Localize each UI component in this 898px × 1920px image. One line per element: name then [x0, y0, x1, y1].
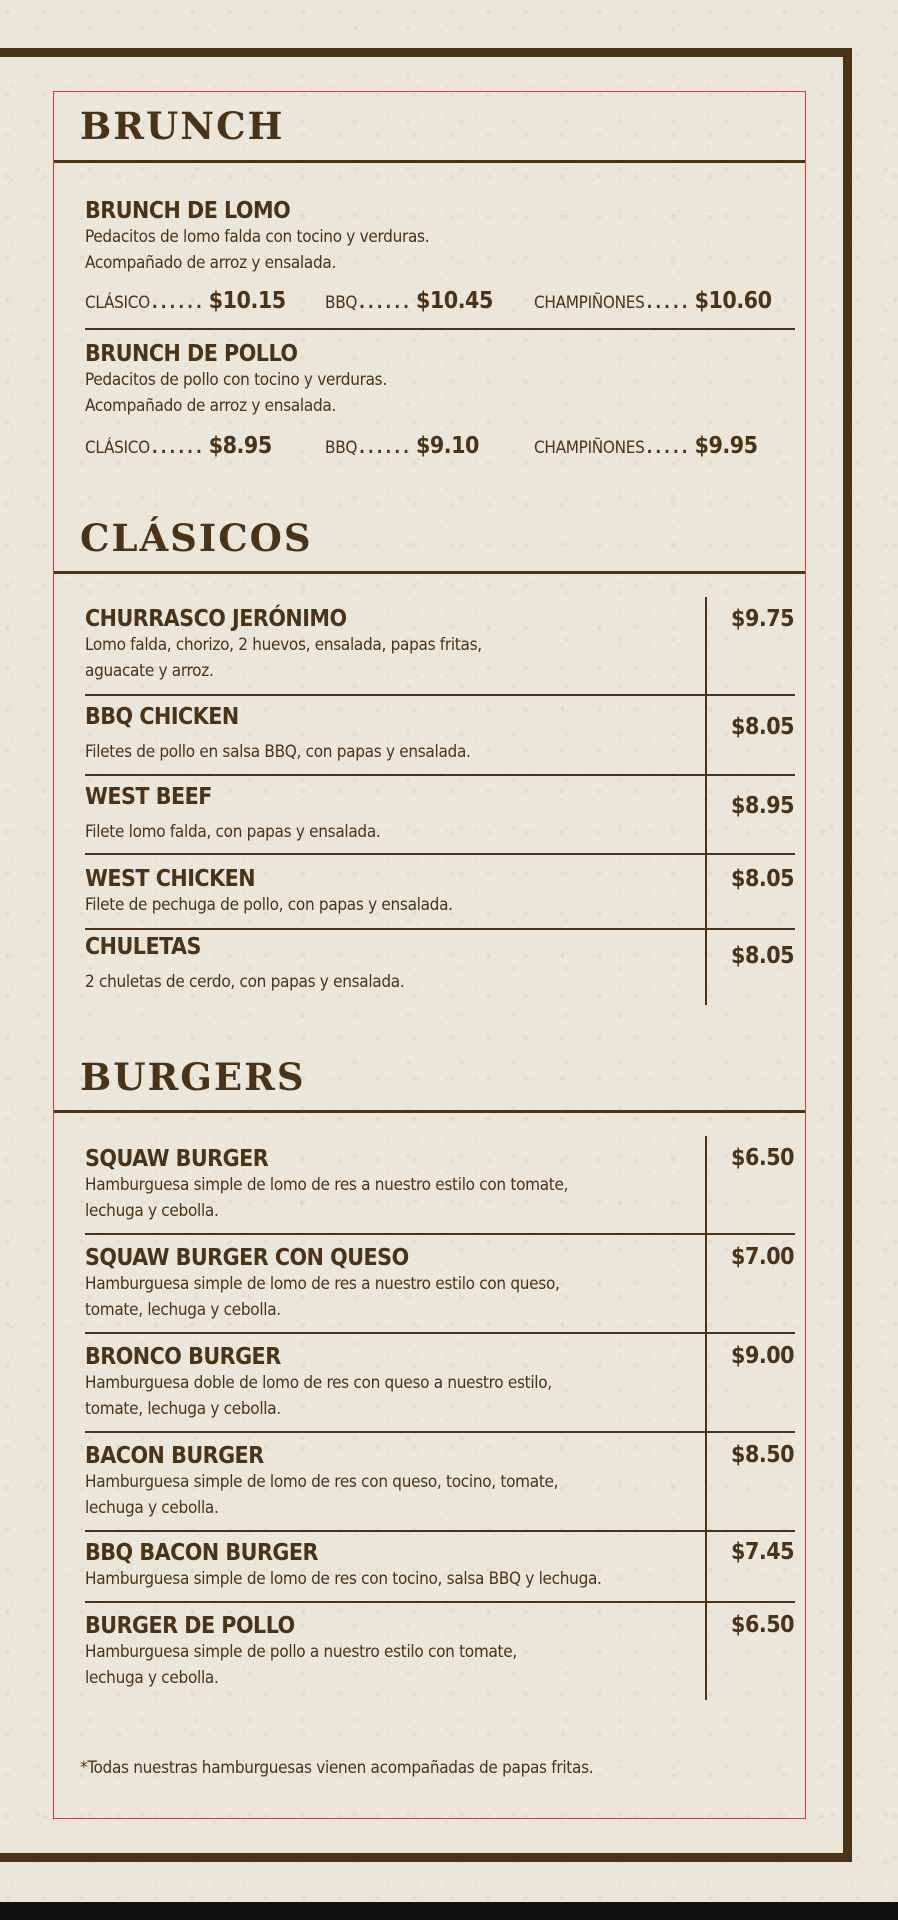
item-description: Pedacitos de lomo falda con tocino y verduras. [85, 227, 430, 247]
item-price: $8.05 [731, 866, 794, 892]
item-name: CHULETAS [85, 934, 201, 960]
variant-price: $9.95 [694, 433, 758, 459]
variant-label: CHAMPIÑONES [534, 293, 645, 313]
bottom-bar [0, 1902, 898, 1920]
menu-item [85, 1244, 560, 1324]
item-description: Hamburguesa doble de lomo de res con queso a nuestro estilo, [85, 1373, 552, 1393]
menu-item [85, 703, 471, 766]
item-name: BRONCO BURGER [85, 1344, 281, 1370]
item-description: Filetes de pollo en salsa BBQ, con papas y ensalada. [85, 742, 471, 762]
section-rule [54, 571, 805, 574]
item-description: Hamburguesa simple de lomo de res a nuestro estilo con tomate, [85, 1175, 569, 1195]
price-column-divider [705, 597, 707, 1005]
variant-label: CHAMPIÑONES [534, 438, 645, 458]
item-name: BRUNCH DE POLLO [85, 341, 298, 367]
item-price: $6.50 [731, 1612, 794, 1638]
item-price: $7.45 [731, 1539, 794, 1565]
item-name: BACON BURGER [85, 1443, 264, 1469]
item-name: BURGER DE POLLO [85, 1613, 295, 1639]
variant-price: $10.15 [208, 288, 286, 314]
leader-dots: ..... [646, 438, 691, 458]
item-description: tomate, lechuga y cebolla. [85, 1399, 281, 1419]
variant-clasico [85, 433, 272, 459]
item-name: BBQ BACON BURGER [85, 1540, 318, 1566]
menu-item [85, 197, 429, 277]
menu-item [85, 340, 387, 420]
item-price: $8.50 [731, 1442, 794, 1468]
variant-clasico [85, 288, 286, 314]
item-divider [85, 1233, 795, 1235]
item-name: BRUNCH DE LOMO [85, 198, 291, 224]
menu-item [85, 1442, 558, 1522]
item-price: $8.05 [731, 943, 794, 969]
item-price: $8.05 [731, 714, 794, 740]
item-description: Filete de pechuga de pollo, con papas y ensalada. [85, 895, 453, 915]
item-description: Acompañado de arroz y ensalada. [85, 396, 336, 416]
item-divider [85, 1332, 795, 1334]
variant-price: $10.45 [416, 288, 493, 314]
item-name: BBQ CHICKEN [85, 704, 239, 730]
item-description: Hamburguesa simple de lomo de res con tocino, salsa BBQ y lechuga. [85, 1569, 602, 1589]
item-description: lechuga y cebolla. [85, 1668, 219, 1688]
leader-dots: ...... [359, 293, 412, 313]
footnote: *Todas nuestras hamburguesas vienen acompañadas de papas fritas. [80, 1758, 594, 1778]
item-description: 2 chuletas de cerdo, con papas y ensalada. [85, 972, 405, 992]
item-divider [85, 694, 795, 696]
menu-item [85, 1612, 517, 1692]
menu-item [85, 1145, 568, 1225]
menu-item [85, 933, 404, 996]
item-name: CHURRASCO JERÓNIMO [85, 606, 347, 632]
item-price: $8.95 [731, 793, 794, 819]
section-rule [54, 160, 805, 163]
variant-champinones [534, 288, 771, 314]
item-name: SQUAW BURGER [85, 1146, 269, 1172]
item-description: Hamburguesa simple de lomo de res a nuestro estilo con queso, [85, 1274, 560, 1294]
item-description: Acompañado de arroz y ensalada. [85, 253, 336, 273]
item-price: $7.00 [731, 1244, 794, 1270]
variant-price: $9.10 [416, 433, 479, 459]
leader-dots: ..... [646, 293, 691, 313]
item-name: SQUAW BURGER CON QUESO [85, 1245, 409, 1271]
variant-bbq [325, 433, 479, 459]
item-divider [85, 328, 795, 330]
item-description: tomate, lechuga y cebolla. [85, 1300, 281, 1320]
leader-dots: ...... [359, 438, 412, 458]
item-description: lechuga y cebolla. [85, 1498, 219, 1518]
variant-row [85, 288, 795, 320]
variant-label: BBQ [325, 293, 358, 313]
section-rule [54, 1110, 805, 1113]
leader-dots: ...... [151, 293, 205, 313]
item-divider [85, 853, 795, 855]
item-price: $9.75 [731, 606, 794, 632]
item-description: Hamburguesa simple de lomo de res con queso, tocino, tomate, [85, 1472, 559, 1492]
item-description: aguacate y arroz. [85, 661, 214, 681]
item-description: Hamburguesa simple de pollo a nuestro estilo con tomate, [85, 1642, 517, 1662]
item-description: Lomo falda, chorizo, 2 huevos, ensalada, papas fritas, [85, 635, 482, 655]
item-divider [85, 1601, 795, 1603]
menu-item [85, 1539, 602, 1593]
price-column-divider [705, 1136, 707, 1700]
menu-item [85, 783, 380, 846]
section-title-burgers: BURGERS [80, 1055, 306, 1099]
item-divider [85, 928, 795, 930]
menu-item [85, 865, 453, 919]
item-divider [85, 1431, 795, 1433]
item-description: lechuga y cebolla. [85, 1201, 219, 1221]
leader-dots: ...... [151, 438, 205, 458]
variant-bbq [325, 288, 493, 314]
item-description: Pedacitos de pollo con tocino y verduras. [85, 370, 387, 390]
variant-label: BBQ [325, 438, 358, 458]
item-name: WEST BEEF [85, 784, 212, 810]
variant-price: $8.95 [208, 433, 272, 459]
variant-label: CLÁSICO [85, 438, 150, 458]
item-description: Filete lomo falda, con papas y ensalada. [85, 822, 381, 842]
section-title-brunch: BRUNCH [80, 104, 285, 148]
item-divider [85, 774, 795, 776]
item-divider [85, 1530, 795, 1532]
variant-price: $10.60 [694, 288, 772, 314]
variant-row [85, 433, 795, 465]
menu-item [85, 605, 482, 685]
section-title-clasicos: CLÁSICOS [80, 516, 313, 560]
variant-label: CLÁSICO [85, 293, 150, 313]
menu-item [85, 1343, 552, 1423]
item-price: $6.50 [731, 1145, 794, 1171]
item-price: $9.00 [731, 1343, 794, 1369]
item-name: WEST CHICKEN [85, 866, 256, 892]
variant-champinones [534, 433, 758, 459]
